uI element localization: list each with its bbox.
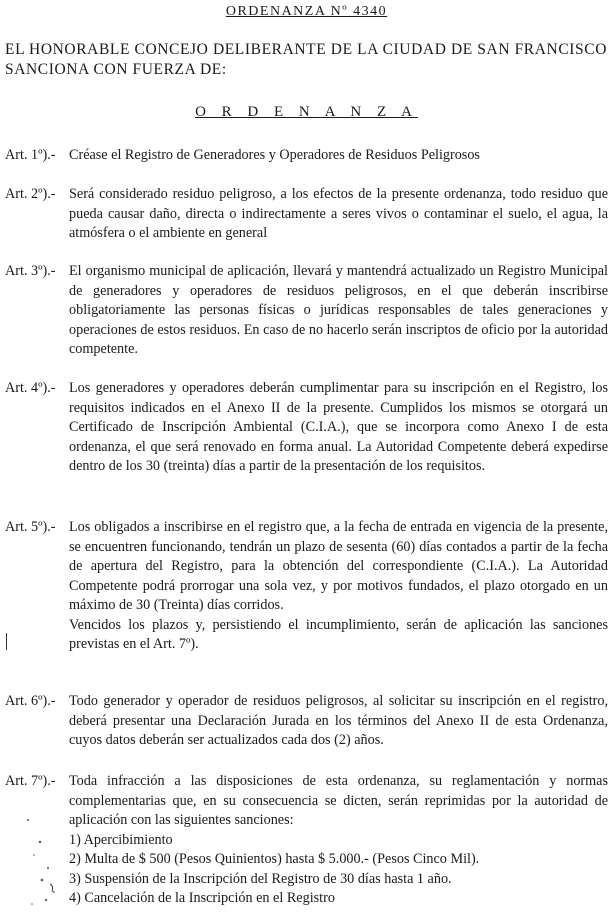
article-text: Créase el Registro de Generadores y Operadores de Residuos Peligrosos — [69, 147, 480, 163]
article-3 — [5, 262, 608, 360]
article-text: Toda infracción a las disposiciones de esta ordenanza, su reglamentación y normas complementarias que, en su consecuencia se dicten, serán reprimidas por la autoridad de aplicación con las siguientes sanciones: — [69, 773, 608, 828]
article-number: Art. 3º).- — [5, 263, 56, 279]
intro-paragraph: EL HONORABLE CONCEJO DELIBERANTE DE LA CIUDAD DE SAN FRANCISCO SANCIONA CON FUERZA DE: — [5, 41, 607, 78]
sanction-item: 2) Multa de $ 500 (Pesos Quinientos) hasta $ 5.000.- (Pesos Cinco Mil). — [69, 851, 480, 867]
article-number: Art. 2º).- — [5, 186, 56, 202]
article-text: Los generadores y operadores deberán cumplimentar para su inscripción en el Registro, los requisitos indicados en el Anexo II de la presente. Cumplidos los mismos se otorgará un Certificado de Inscripción Ambiental (C.I.A.), que se incorpora como Anexo I de esta ordenanza, el que será renovado en forma anual. La Autoridad Competente deberá expedirse dentro de los 30 (treinta) días a partir de la presentación de los requisitos. — [69, 380, 608, 474]
article-text: Todo generador y operador de residuos peligrosos, al solicitar su inscripción en el registro, deberá presentar una Declaración Jurada en los términos del Anexo II de esta Ordenanza, cuyos datos deberán ser actualizados cada dos (2) años. — [69, 693, 608, 748]
article-text: Será considerado residuo peligroso, a los efectos de la presente ordenanza, todo residuo que pueda causar daño, directa o indirectamente a seres vivos o contaminar el suelo, el agua, la atmósfera o el ambiente en general — [69, 186, 608, 241]
margin-mark — [6, 633, 7, 650]
article-1 — [5, 146, 608, 166]
ordinance-heading: O R D E N A N Z A — [195, 104, 418, 120]
article-number: Art. 6º).- — [5, 693, 56, 709]
article-4 — [5, 379, 608, 477]
article-number: Art. 7º).- — [5, 773, 56, 789]
article-text: El organismo municipal de aplicación, llevará y mantendrá actualizado un Registro Municipal de generadores y operadores de residuos peligrosos, en el que deberán inscribirse obligatoriamente las personas físicas o jurídicas responsables de tales generaciones y operaciones de estos residuos. En caso de no hacerlo serán inscriptos de oficio por la autoridad competente. — [69, 263, 608, 357]
article-5 — [5, 518, 608, 655]
article-number: Art. 5º).- — [5, 519, 56, 535]
document-title: ORDENANZA Nº 4340 — [225, 4, 388, 19]
sanction-item: 3) Suspensión de la Inscripción del Registro de 30 días hasta 1 año. — [69, 870, 452, 887]
article-7 — [5, 772, 608, 909]
sanction-item: 1) Apercibimiento — [69, 831, 173, 848]
article-6 — [5, 692, 608, 751]
scan-specks — [14, 800, 74, 910]
article-number: Art. 1º).- — [5, 147, 56, 163]
sanction-list — [69, 831, 608, 909]
article-2 — [5, 185, 608, 244]
article-number: Art. 4º).- — [5, 380, 56, 396]
article-text: Los obligados a inscribirse en el registro que, a la fecha de entrada en vigencia de la presente, se encuentren funcionando, tendrán un plazo de sesenta (60) días contados a partir de la fecha de apertura del Registro, para la obtención del correspondiente (C.I.A.). La Autoridad Competente podrá prorrogar una sola vez, y por motivos fundados, el plazo otorgado en un máximo de 30 (Treinta) días corridos. — [69, 519, 608, 613]
sanction-item: 4) Cancelación de la Inscripción en el Registro — [69, 890, 335, 906]
article-text: Vencidos los plazos y, persistiendo el incumplimiento, serán de aplicación las sanciones previstas en el Art. 7º). — [69, 616, 608, 652]
